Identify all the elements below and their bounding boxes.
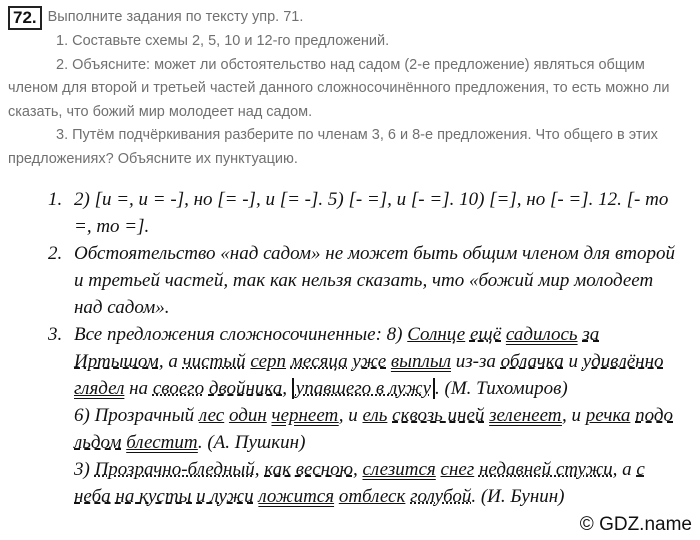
- conjunction: и: [568, 351, 578, 372]
- watermark: © GDZ.name: [579, 514, 692, 535]
- predicate: блестит: [126, 432, 198, 453]
- preposition: на: [129, 378, 149, 399]
- subject: ель: [362, 405, 388, 426]
- adverbial: сквозь иней: [392, 405, 485, 426]
- answer-number: 1.: [48, 189, 63, 210]
- object: двойника: [208, 378, 283, 399]
- author-credit: . (А. Пушкин): [197, 432, 306, 453]
- answer-number: 2.: [48, 243, 63, 264]
- adverbial: подо льдом: [74, 405, 673, 453]
- answer-intro: Все предложения сложносочиненные: 8): [74, 324, 403, 345]
- answer-2: [48, 240, 678, 321]
- subject: отблеск: [338, 486, 406, 507]
- answer-3-sentence-6: [48, 402, 678, 456]
- task-title: Выполните задания по тексту упр. 71.: [47, 9, 304, 26]
- participial-clause: упавшего в лужу: [292, 378, 435, 399]
- attribute: месяца: [290, 351, 348, 372]
- answers-block: [48, 186, 678, 510]
- adverbial: уже: [352, 351, 387, 372]
- predicate: чернеет: [271, 405, 339, 426]
- conjunction: , и: [561, 405, 581, 426]
- preposition: из-за: [455, 351, 496, 372]
- task-block: [8, 6, 692, 171]
- adverbial: как весною: [264, 459, 353, 480]
- conjunction: , и: [338, 405, 358, 426]
- adverbial: за: [582, 324, 600, 345]
- answer-number: 3.: [48, 324, 63, 345]
- attribute: недавней стужи: [478, 459, 613, 480]
- adverbial: удивлённо: [582, 351, 664, 372]
- subject: лес: [198, 405, 225, 426]
- adverbial: облачка: [500, 351, 564, 372]
- adverbial: с неба на кусты и лужи: [74, 459, 645, 507]
- attribute: голубой: [410, 486, 472, 507]
- attribute: чистый: [182, 351, 246, 372]
- answer-text: Все предложения сложносочиненные: 8) Солнце ещё садилось за Иртышом, а чистый серп месяца уже выплыл из-за облачка и удивлённо глядел на своего двойника, упавшего в лужу . (М. Тихомиров): [74, 324, 664, 399]
- conjunction: , а: [158, 351, 178, 372]
- task-item-1: 1. Составьте схемы 2, 5, 10 и 12-го предложений.: [56, 33, 390, 49]
- answer-1: [48, 186, 678, 240]
- author-credit: . (М. Тихомиров): [435, 378, 568, 399]
- author-credit: . (И. Бунин): [471, 486, 565, 507]
- predicate: слезится: [362, 459, 436, 480]
- predicate: ложится: [258, 486, 335, 507]
- subject: речка: [585, 405, 631, 426]
- predicate: выплыл: [390, 351, 451, 372]
- answer-text: 2) [и =, и = -], но [= -], и [= -]. 5) [- =], и [- =]. 10) [=], но [- =]. 12. [- то =, то =].: [74, 189, 669, 237]
- sentence-number: 6): [74, 405, 90, 426]
- subject: один: [228, 405, 267, 426]
- predicate: садилось: [505, 324, 578, 345]
- adverbial: Иртышом: [74, 351, 159, 372]
- task-number: 72.: [8, 6, 42, 30]
- conjunction: , а: [612, 459, 632, 480]
- attribute: Прозрачный: [94, 405, 195, 426]
- task-item-3: 3. Путём подчёркивания разберите по членам 3, 6 и 8-е предложения. Что общего в этих предложениях? Объясните их пунктуацию.: [8, 127, 658, 167]
- task-header: [8, 6, 692, 30]
- sentence-number: 3): [74, 459, 90, 480]
- subject: Солнце: [407, 324, 466, 345]
- subject: снег: [440, 459, 475, 480]
- subject: серп: [250, 351, 287, 372]
- answer-3: [48, 321, 678, 402]
- answer-3-sentence-3: 3) Прозрачно-бледный, как весною, слезится снег недавней стужи, а с неба на кусты и лужи ложится отблеск голубой. (И. Бунин): [74, 459, 645, 507]
- attribute: Прозрачно-бледный: [94, 459, 255, 480]
- predicate: глядел: [74, 378, 125, 399]
- predicate: зеленеет: [489, 405, 562, 426]
- task-item-2: 2. Объясните: может ли обстоятельство над садом (2-е предложение) являться общим членом для второй и третьей частей данного сложносочинённого предложения, то есть можно ли сказать, что божий мир молодеет над садом.: [8, 56, 670, 120]
- answer-text: Обстоятельство «над садом» не может быть общим членом для второй и третьей частей, так как нельзя сказать, что «божий мир молодеет над садом».: [74, 243, 675, 318]
- attribute: своего: [152, 378, 205, 399]
- adverbial: ещё: [469, 324, 502, 345]
